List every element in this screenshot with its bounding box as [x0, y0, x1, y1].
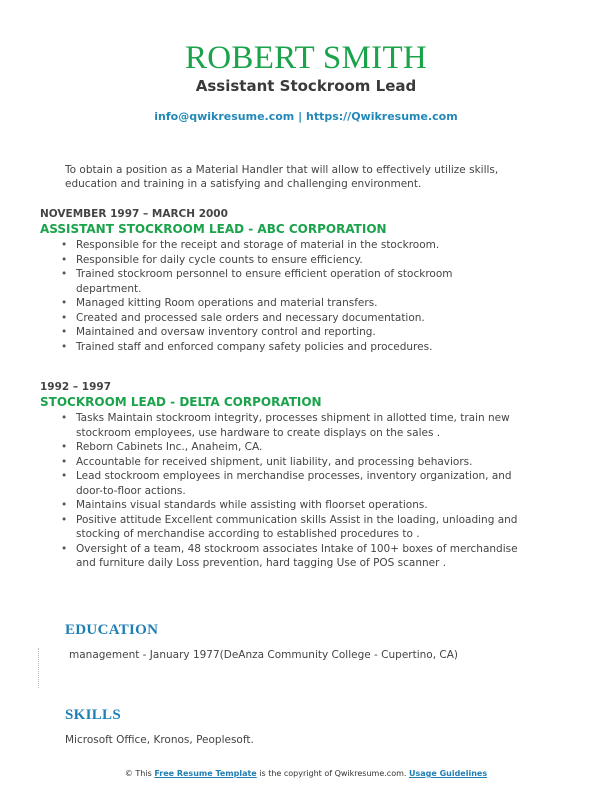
list-item: • Lead stockroom employees in merchandise processes, inventory organization, and door-to-floor actions.: [76, 469, 520, 498]
list-item: • Managed kitting Room operations and material transfers.: [76, 296, 520, 311]
experience-entry: [40, 381, 520, 571]
job-dates: NOVEMBER 1997 – MARCH 2000: [40, 208, 228, 220]
list-item: • Responsible for the receipt and storage of material in the stockroom.: [76, 238, 520, 253]
free-resume-template-link[interactable]: Free Resume Template: [154, 769, 257, 778]
email-link[interactable]: info@qwikresume.com: [154, 110, 295, 123]
education-entry: management - January 1977(DeAnza Community College - Cupertino, CA): [69, 649, 459, 661]
contact-line: [0, 110, 612, 124]
list-item: • Accountable for received shipment, unit liability, and processing behaviors.: [76, 455, 520, 470]
job-bullets: [40, 411, 520, 571]
list-item: • Created and processed sale orders and necessary documentation.: [76, 311, 520, 326]
job-bullets: [40, 238, 520, 354]
job-dates: 1992 – 1997: [40, 381, 112, 393]
list-item: • Maintained and oversaw inventory control and reporting.: [76, 325, 520, 340]
footer-middle: is the copyright of Qwikresume.com.: [259, 769, 407, 778]
job-role: STOCKROOM LEAD - DELTA CORPORATION: [40, 395, 322, 409]
list-item: • Tasks Maintain stockroom integrity, processes shipment in allotted time, train new stockroom employees, use hardware to create displays on the sales .: [76, 411, 520, 440]
education-heading: EDUCATION: [65, 622, 159, 638]
skills-entry: Microsoft Office, Kronos, Peoplesoft.: [65, 734, 254, 746]
footer: [0, 768, 612, 779]
website-link[interactable]: https://Qwikresume.com: [305, 110, 458, 123]
list-item: • Trained staff and enforced company safety policies and procedures.: [76, 340, 520, 355]
list-item: • Trained stockroom personnel to ensure efficient operation of stockroom department.: [76, 267, 520, 296]
list-item: • Oversight of a team, 48 stockroom associates Intake of 100+ boxes of merchandise and furniture daily Loss prevention, hard tagging Use of POS scanner .: [76, 542, 520, 571]
list-item: • Reborn Cabinets Inc., Anaheim, CA.: [76, 440, 520, 455]
list-item: • Responsible for daily cycle counts to ensure efficiency.: [76, 253, 520, 268]
usage-guidelines-link[interactable]: Usage Guidelines: [408, 769, 488, 778]
experience-entry: [40, 208, 520, 354]
objective-text: To obtain a position as a Material Handler that will allow to effectively utilize skills, education and training in a satisfying and challenging environment.: [65, 164, 499, 190]
skills-heading: SKILLS: [65, 707, 121, 723]
education-divider: [38, 648, 40, 688]
footer-prefix: © This: [124, 769, 152, 778]
job-title: Assistant Stockroom Lead: [195, 77, 417, 95]
candidate-name: ROBERT SMITH: [184, 40, 428, 76]
list-item: • Positive attitude Excellent communication skills Assist in the loading, unloading and stocking of merchandise according to established procedures to .: [76, 513, 520, 542]
list-item: • Maintains visual standards while assisting with floorset operations.: [76, 498, 520, 513]
contact-separator: |: [298, 110, 303, 123]
job-role: ASSISTANT STOCKROOM LEAD - ABC CORPORATION: [40, 222, 387, 236]
